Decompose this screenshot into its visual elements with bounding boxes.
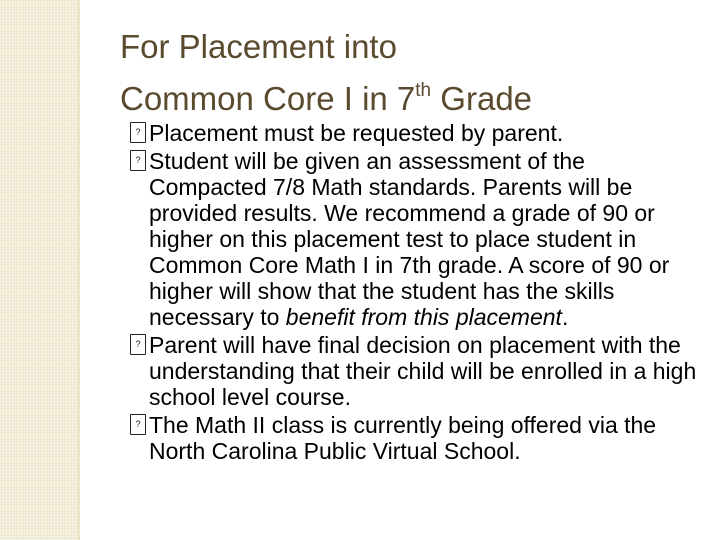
bullet-text: The Math II class is currently being offered via the North Carolina Public Virtual School. <box>149 412 657 464</box>
bullet-item <box>130 412 705 464</box>
bullet-text-italic: benefit from this placement <box>285 304 562 330</box>
sidebar-divider <box>78 0 80 540</box>
bullet-text: Placement must be requested by parent. <box>149 120 564 146</box>
bullet-list <box>130 120 705 466</box>
bullet-text: Parent will have final decision on placement with the understanding that their child will be enrolled in a high school level course. <box>149 332 697 410</box>
bullet-text-main: Student will be given an assessment of the Compacted 7/8 Math standards. Parents will be provided results. We recommend a grade of 90 or higher on this placement test to place student in Common Core Math I in 7th grade. A score of 90 or higher will show that the student has the skills necessary to <box>149 148 670 330</box>
title-line-1: For Placement into <box>120 28 397 65</box>
missing-glyph-bullet-icon <box>130 334 146 355</box>
title-line-2-end: Grade <box>431 80 533 117</box>
bullet-item <box>130 120 705 146</box>
missing-glyph-bullet-icon <box>130 122 146 143</box>
title-superscript: th <box>415 80 432 101</box>
bullet-item <box>130 148 705 330</box>
slide-title <box>120 24 700 122</box>
missing-glyph-bullet-icon <box>130 150 146 171</box>
missing-glyph-bullet-icon <box>130 414 146 435</box>
bullet-item <box>130 332 705 410</box>
title-line-2-main: Common Core I in 7 <box>120 80 416 117</box>
bullet-text <box>149 148 705 330</box>
decorative-sidebar <box>0 0 78 540</box>
bullet-text-after: . <box>561 304 569 330</box>
